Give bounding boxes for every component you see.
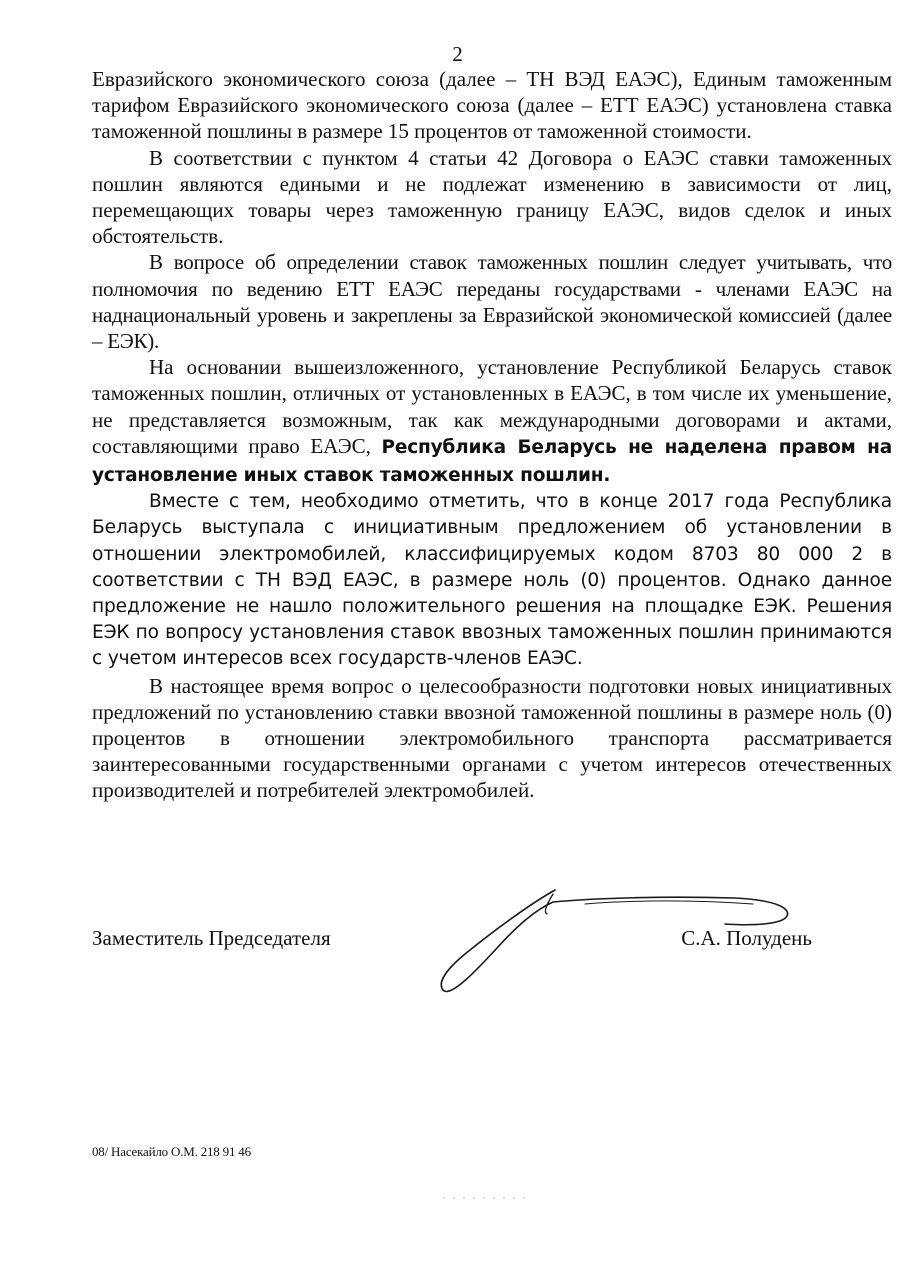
- letter-body: [92, 66, 892, 804]
- signer-name: С.А. Полудень: [681, 926, 812, 950]
- paragraph-conclusion-bold: Республика Беларусь не наделена правом на установление иных ставок таможенных пошлин.: [92, 436, 892, 487]
- paragraph-conclusion: [92, 354, 892, 489]
- paragraph-uniform-rates: В соответствии с пунктом 4 статьи 42 Договора о ЕАЭС ставки таможенных пошлин являются едиными и не подлежат изменению в зависимости от лиц, перемещающих товары через таможенную границу ЕАЭС, видов сделок и иных обстоятельств.: [92, 145, 892, 249]
- signer-position: Заместитель Председателя: [92, 926, 331, 950]
- page-number: 2: [452, 42, 463, 66]
- executor-note: 08/ Насекайло О.М. 218 91 46: [92, 1144, 251, 1159]
- paragraph-initiative-2017: Вместе с тем, необходимо отметить, что в конце 2017 года Республика Беларусь выступала с инициативным предложением об установлении в отношении электромобилей, классифицируемых кодом 8703 80 000 2 в соответствии с ТН ВЭД ЕАЭС, в размере ноль (0) процентов. Однако данное предложение не нашло положительного решения на площадке ЕЭК. Решения ЕЭК по вопросу установления ставок ввозных таможенных пошлин принимаются с учетом интересов всех государств-членов ЕАЭС.: [92, 491, 892, 670]
- paragraph-eec-powers: В вопросе об определении ставок таможенных пошлин следует учитывать, что полномочия по ведению ЕТТ ЕАЭС переданы государствами - членами ЕАЭС на наднациональный уровень и закреплены за Евразийской экономической комиссией (далее – ЕЭК).: [92, 250, 892, 354]
- scan-artifact-dots: [440, 1196, 560, 1200]
- paragraph-conclusion-text: На основании вышеизложенного, установление Республикой Беларусь ставок таможенных пошлин, отличных от установленных в ЕАЭС, в том числе их уменьшение, не представляется возможным, так как международными договорами и актами, составляющими право ЕАЭС,: [92, 355, 892, 458]
- paragraph-continuation: Евразийского экономического союза (далее – ТН ВЭД ЕАЭС), Единым таможенным тарифом Евразийского экономического союза (далее – ЕТТ ЕАЭС) установлена ставка таможенной пошлины в размере 15 процентов от таможенной стоимости.: [92, 67, 892, 144]
- handwritten-signature-icon: [435, 882, 805, 1002]
- paragraph-current-status: В настоящее время вопрос о целесообразности подготовки новых инициативных предложений по установлению ставки ввозной таможенной пошлины в размере ноль (0) процентов в отношении электромобильного транспорта рассматривается заинтересованными государственными органами с учетом интересов отечественных производителей и потребителей электромобилей.: [92, 673, 892, 803]
